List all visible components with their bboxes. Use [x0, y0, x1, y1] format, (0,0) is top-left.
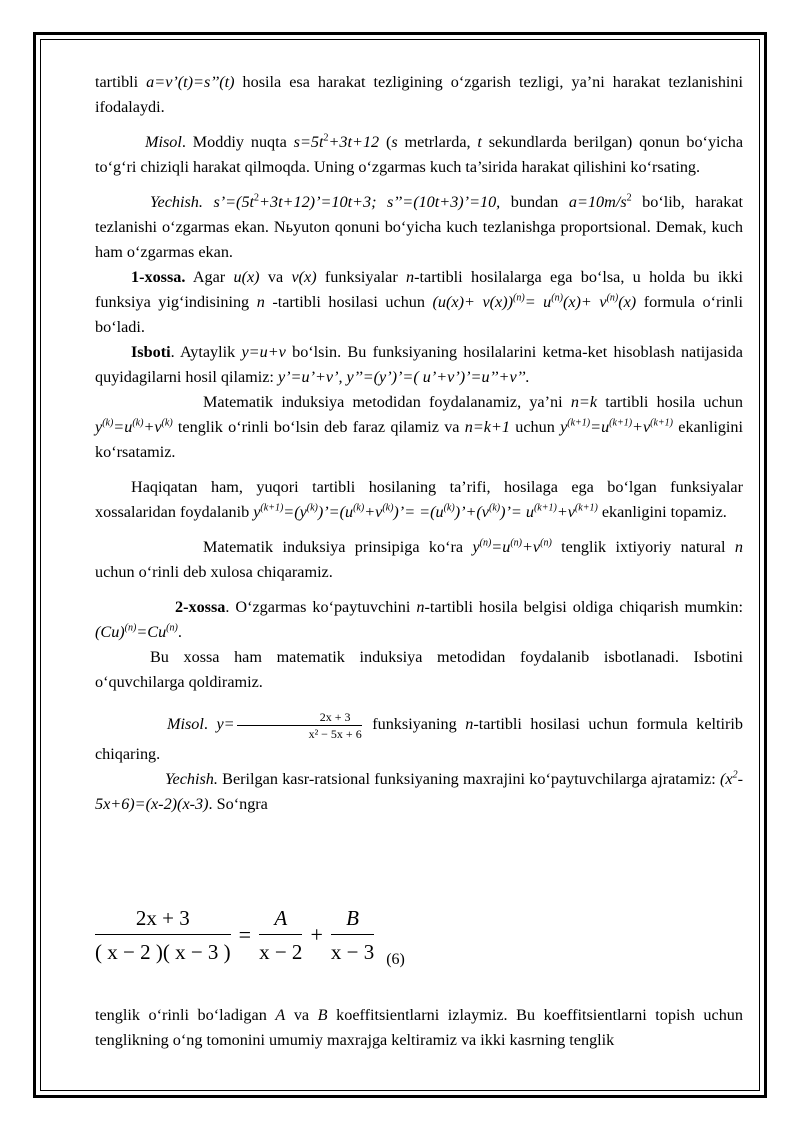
property-label: 1-xossa.	[131, 268, 186, 286]
equation-6: $\frac{2x + 3}{( x - 2 )( x - 3 )}$ = $\frac{A}{x - 2}$ + $\frac{B}{x - 3}$ (6)	[95, 906, 405, 968]
inline-fraction	[237, 709, 362, 742]
paragraph-indeed: Haqiqatan ham, yuqori tartibli hosilaning ta’rifi, hosilaga ega bo‘lgan funksiyalar xossalaridan foydalanib $y^{(k+1)}=(y^{(k)})’=(u^{(k)}+v^{(k)})’=$ $=(u^{(k)})’+(v^{(k)})’= u^{(k+1)}+v^{(k+1)}$ ekanligini topamiz.	[95, 478, 743, 521]
paragraph-coefficients: tenglik o‘rinli bo‘ladigan A va B koeffitsientlarni izlaymiz. Bu koeffitsientlarni topish uchun tenglikning o‘ng tomonini umumiy maxrajga keltiramiz va ikki kasrning tenglik	[95, 1006, 743, 1049]
example-label: Misol	[145, 133, 182, 151]
example-label: Misol	[167, 715, 204, 734]
paragraph-property-2-note: Bu xossa ham matematik induksiya metodidan foydalanib isbotlanadi. Isbotini o‘quvchilarga qoldiramiz.	[95, 648, 743, 691]
formula: a=v’(t)=s’’(t)	[146, 73, 235, 91]
paragraph-property-2: 2-xossa. O‘zgarmas ko‘paytuvchini n-tartibli hosila belgisi oldiga chiqarish mumkin: $(Cu)^{(n)}=Cu^{(n)}$.	[95, 598, 743, 641]
paragraph-solution-2: Yechish. Berilgan kasr-ratsional funksiyaning maxrajini ko‘paytuvchilarga ajratamiz: $(x^2-5x+6)=(x-2)(x-3)$. So‘ngra	[95, 769, 743, 813]
fraction-b: $\frac{B}{x - 3}$	[330, 906, 375, 964]
fraction-numerator: 2x + 3	[237, 709, 362, 726]
fraction-denominator: x² − 5x + 6	[308, 727, 362, 741]
equation-number: (6)	[386, 951, 405, 968]
paragraph-property-1: 1-xossa. Agar u(x) va v(x) funksiyalar n-tartibli hosilalarga ega bo‘lsa, u holda bu ikki funksiya yig‘indisining n -tartibli hosilasi uchun $(u(x)+ v(x))^{(n)}= u^{(n)}(x)+ v^{(n)}(x)$ formula o‘rinli bo‘ladi.	[95, 268, 743, 336]
solution-label: Yechish.	[150, 193, 203, 211]
document-body	[95, 70, 743, 817]
solution-label: Yechish.	[165, 770, 218, 788]
paragraph-example-2: Misol. y= $\frac{2x + 3}{\text{x² − 5x + 6}}$ funksiyaning n-tartibli hosilasi uchun formula keltirib chiqaring.	[95, 710, 743, 763]
paragraph-solution-1: Yechish. $s’=(5t^2+3t+12)’=10t+3$; s’’=(10t+3)’=10, bundan $a=10m/s^2$ bo‘lib, harakat tezlanishi o‘zgarmas ekan. Nьyuton qonuni bo‘yicha kuch tezlanishga proportsional. Demak, kuch ham o‘zgarmas ekan.	[95, 192, 743, 261]
paragraph-conclusion: Matematik induksiya prinsipiga ko‘ra $y^{(n)}=u^{(n)}+v^{(n)}$ tenglik ixtiyoriy natural n uchun o‘rinli deb xulosa chiqaramiz.	[95, 537, 743, 581]
property-label: 2-xossa	[175, 598, 226, 616]
paragraph-induction: Matematik induksiya metodidan foydalanamiz, ya’ni n=k tartibli hosila uchun $y^{(k)}=u^{(k)}+v^{(k)}$ tenglik o‘rinli bo‘lsin deb faraz qilamiz va n=k+1 uchun $y^{(k+1)}=u^{(k+1)}+v^{(k+1)}$ ekanligini ko‘rsatamiz.	[95, 393, 744, 461]
proof-label: Isboti	[131, 343, 171, 361]
paragraph-acceleration: tartibli a=v’(t)=s’’(t) hosila esa harakat tezligining o‘zgarish tezligi, ya’ni harakat tezlanishini ifodalaydi.	[95, 73, 743, 116]
paragraph-proof: Isboti. Aytaylik y=u+v bo‘lsin. Bu funksiyaning hosilalarini ketma-ket hisoblash natijasida quyidagilarni hosil qilamiz: y’=u’+v’, y’’=(y’)’=( u’+v’)’=u’’+v’’.	[95, 343, 743, 386]
lhs-fraction: $\frac{2x + 3}{( x - 2 )( x - 3 )}$	[95, 906, 231, 964]
paragraph-example-1: Misol. Moddiy nuqta $s=5t^2+3t+12$ (s metrlarda, t sekundlarda berilgan) qonun bo‘yicha to‘g‘ri chiziqli harakat qilmoqda. Uning o‘zgarmas kuch ta’sirida harakat qilishini ko‘rsating.	[95, 132, 744, 176]
fraction-a: $\frac{A}{x - 2}$	[259, 906, 303, 964]
